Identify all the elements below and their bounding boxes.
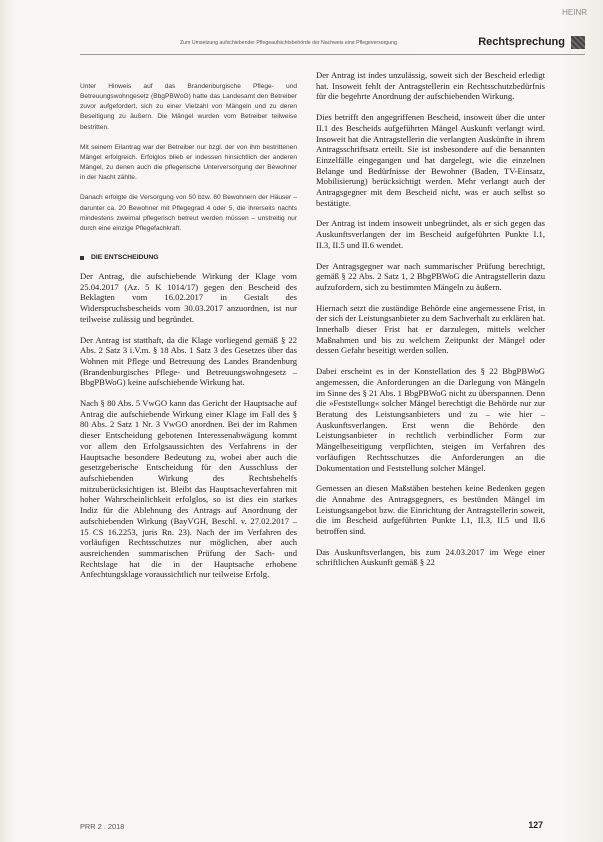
section-marker-icon	[571, 36, 585, 49]
section-title: Rechtsprechung	[478, 36, 565, 48]
section-heading	[80, 254, 297, 261]
publisher-logo: HEINR	[562, 8, 587, 17]
intro-paragraph-3: Danach erfolgte die Versorgung von 50 bzw. 60 Bewohnern der Häuser – darunter ca. 20 Bewohner mit Pflegegrad 4 oder 5, die ihrerseits nachts mindestens zweimal pflegerisch betreut werden müssen – unstreitig nur durch eine einzige Pflegefachkraft.	[80, 194, 297, 232]
intro-paragraph-1: Unter Hinweis auf das Brandenburgische Pflege- und Betreuungswohngesetz (BbgPBWoG) hatte das Landesamt den Betreiber zuvor aufgefordert, sich zu einer Vielzahl von Mängeln und zu deren Beseitigung zu äußern. Die Mängel wurden vom Betreiber teilweise bestritten.	[80, 83, 297, 131]
header-divider	[80, 54, 585, 55]
right-paragraph-5: Hiernach setzt die zuständige Behörde eine angemessene Frist, in der sich der Leistungsanbieter zu dem Sachverhalt zu erklären hat. Innerhalb dieser Frist hat er darzulegen, mittels welcher Maßnahmen und bis zu welchem Zeitpunkt der Mängel oder dessen Gefahr beseitigt werden sollen.	[316, 302, 545, 356]
journal-issue: PRR 2 . 2018	[80, 822, 125, 831]
right-paragraph-1: Der Antrag ist indes unzulässig, soweit sich der Bescheid erledigt hat. Insoweit fehlt der Antragstellerin ein Rechtsschutzbedürfnis für die begehrte Anordnung der aufschiebenden Wirkung.	[316, 70, 545, 102]
decision-paragraph-2: Der Antrag ist statthaft, da die Klage vorliegend gemäß § 22 Abs. 2 Satz 3 i.V.m. § 18 Abs. 1 Satz 3 des Gesetzes über das Wohnen mit Pflege und Betreuung des Landes Brandenburg (Brandenburgisches Pflege- und Betreuungswohngesetz – BbgPBWoG) keine aufschiebende Wirkung hat.	[80, 334, 297, 388]
right-paragraph-6: Dabei erscheint es in der Konstellation des § 22 BbgPBWoG angemessen, die Anforderungen an die Darlegung von Mängeln im Sinne des § 21 Abs. 1 BbgPBWoG nicht zu überspannen. Denn die »Feststellung« solcher Mängel berechtigt die Behörde nur zur Beratung des Leistungsanbieters und zu – wie hier – Auskunftsverlangen. Erst wenn die Behörde den Leistungsanbieter in rechtlich verbindlicher Form zur Mängelbeseitigung verpflichten, steigen im Verfahren des vorläufigen Rechtsschutzes die Anforderungen an die Dokumentation und Feststellung solcher Mängel.	[316, 366, 545, 473]
running-title: Zum Umsetzung aufschiebender Pflegeaufsichtsbehörde der Nachweis eine Pflegeversorgung	[180, 40, 397, 46]
left-column	[80, 82, 297, 580]
decision-paragraph-1: Der Antrag, die aufschiebende Wirkung der Klage vom 25.04.2017 (Az. 5 K 1014/17) gegen den Bescheid des Beklagten vom 16.02.2017 in Gestalt des Widerspruchsbescheids vom 30.03.2017 anzuordnen, ist nur teilweise zulässig und begründet.	[80, 271, 297, 324]
right-paragraph-3: Der Antrag ist indem insoweit unbegründet, als er sich gegen das Auskunftsverlangen der im Bescheid aufgeführten Punkte I.1, II.3, II.5 und II.6 wendet.	[316, 218, 545, 250]
right-paragraph-4: Der Antragsgegner war nach summarischer Prüfung berechtigt, gemäß § 22 Abs. 2 Satz 1, 2 BbgPBWoG die Antragstellerin dazu aufzufordern, sich zu bestimmten Mängeln zu äußern.	[316, 260, 545, 292]
right-paragraph-2: Dies betrifft den angegriffenen Bescheid, insoweit über die unter II.1 des Bescheids aufgeführten Mängel Auskunft verlangt wird. Insoweit hat die Antragstellerin die verlangten Auskünfte in ihrem Antragsschriftsatz erteilt. Sie ist insbesondere auf die benannten Einzelfälle eingegangen und hat dargelegt, wie die einzelnen Belange und Bedürfnisse der Bewohner (Baden, TV-Einsatz, Mobilisierung) berücksichtigt werden. Mehr verlangt auch der Antragsgegner mit dem Bescheid nicht, was er auch selbst so bestätigte.	[316, 112, 545, 208]
page-number: 127	[528, 820, 543, 830]
heading-bullet-icon	[80, 256, 84, 260]
right-paragraph-7: Gemessen an diesen Maßstäben bestehen keine Bedenken gegen die Annahme des Antragsgegners, es bestünden Mängel im Leistungsangebot bzw. die Einrichtung der Antragstellerin soweit, die im Bescheid aufgeführten Punkte I.1, II.3, II.5 und II.6 betroffen sind.	[316, 483, 545, 537]
intro-paragraph-2: Mit seinem Eilantrag war der Betreiber nur bzgl. der von ihm bestrittenen Mängel erfolgreich. Erfolglos blieb er indessen hinsichtlich der anderen Mängel, zu denen auch die pflegerische Unterversorgung der Bewohner in der Nacht zählte.	[80, 143, 297, 182]
right-paragraph-8: Das Auskunftsverlangen, bis zum 24.03.2017 im Wege einer schriftlichen Auskunft gemäß § 22	[316, 546, 545, 568]
right-column	[316, 70, 545, 568]
section-heading-text: DIE ENTSCHEIDUNG	[91, 254, 159, 262]
decision-paragraph-3: Nach § 80 Abs. 5 VwGO kann das Gericht der Hauptsache auf Antrag die aufschiebende Wirkung einer Klage im Fall des § 80 Abs. 2 Satz 1 Nr. 3 VwGO anordnen. Bei der im Rahmen dieser Entscheidung gebotenen Interessenabwägung kommt vor allem den Erfolgsaussichten des Verfahrens in der Hauptsache besondere Bedeutung zu, wobei aber auch die gesetzgeberische Entscheidung für den Ausschluss der aufschiebenden Wirkung des Rechtsbehelfs mitzuberücksichtigen ist. Bleibt das Hauptsacheverfahren mit hoher Wahrscheinlichkeit erfolglos, so ist dies ein starkes Indiz für die Ablehnung des Antrags auf Anordnung der aufschiebenden Wirkung (BayVGH, Beschl. v. 27.02.2017 – 15 CS 16.2253, juris Rn. 23). Nach der im Verfahren des vorläufigen Rechtsschutzes nur möglichen, aber auch ausreichenden summarischen Prüfung der Sach- und Rechtslage hat die in der Hauptsache erhobene Anfechtungsklage voraussichtlich nur teilweise Erfolg.	[80, 398, 297, 580]
